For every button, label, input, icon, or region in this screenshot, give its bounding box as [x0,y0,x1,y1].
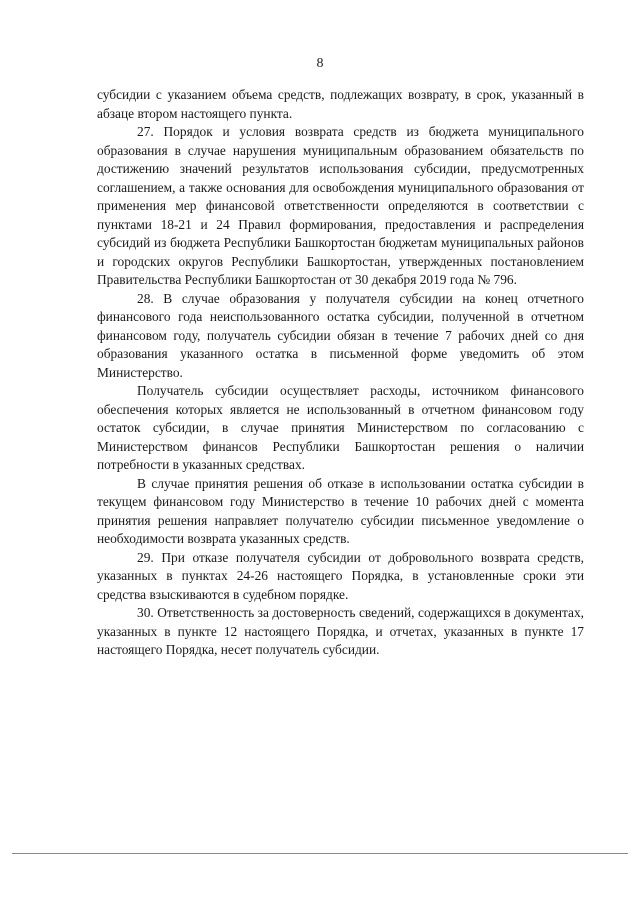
bottom-divider-line [12,853,628,854]
paragraph-item-30: 30. Ответственность за достоверность сведений, содержащихся в документах, указанных в пункте 12 настоящего Порядка, и отчетах, указанных в пункте 17 настоящего Порядка, несет получатель субсидии. [97,605,584,657]
paragraph-continuation: субсидии с указанием объема средств, подлежащих возврату, в срок, указанный в абзаце втором настоящего пункта. [97,87,584,121]
document-body [97,86,584,660]
paragraph-item-27: 27. Порядок и условия возврата средств из бюджета муниципального образования в случае нарушения муниципальным образованием обязательств по достижению значений результатов использования субсидии, предусмотренных соглашением, а также основания для освобождения муниципального образования от применения мер финансовой ответственности определяются в соответствии с пунктами 18-21 и 24 Правил формирования, предоставления и распределения субсидий из бюджета Республики Башкортостан бюджетам муниципальных районов и городских округов Республики Башкортостан, утвержденных постановлением Правительства Республики Башкортостан от 30 декабря 2019 года № 796. [97,124,584,287]
paragraph-item-28: 28. В случае образования у получателя субсидии на конец отчетного финансового года неиспользованного остатка субсидии, полученной в отчетном финансовом году, получатель субсидии обязан в течение 7 рабочих дней со дня образования указанного остатка в письменной форме уведомить об этом Министерство. [97,290,584,380]
paragraph-item-29: 29. При отказе получателя субсидии от добровольного возврата средств, указанных в пунктах 24-26 настоящего Порядка, в установленные сроки эти средства взыскиваются в судебном порядке. [97,549,584,602]
paragraph-refusal-decision: В случае принятия решения об отказе в использовании остатка субсидии в текущем финансовом году Министерство в течение 10 рабочих дней с момента принятия решения направляет получателю субсидии письменное уведомление о необходимости возврата указанных средств. [97,475,584,546]
paragraph-recipient-expenses: Получатель субсидии осуществляет расходы, источником финансового обеспечения которых является не использованный в отчетном финансовом году остаток субсидии, в случае принятия Министерством по согласованию с Министерством финансов Республики Башкортостан решения о наличии потребности в указанных средствах. [97,383,584,472]
page-number: 8 [316,56,324,71]
